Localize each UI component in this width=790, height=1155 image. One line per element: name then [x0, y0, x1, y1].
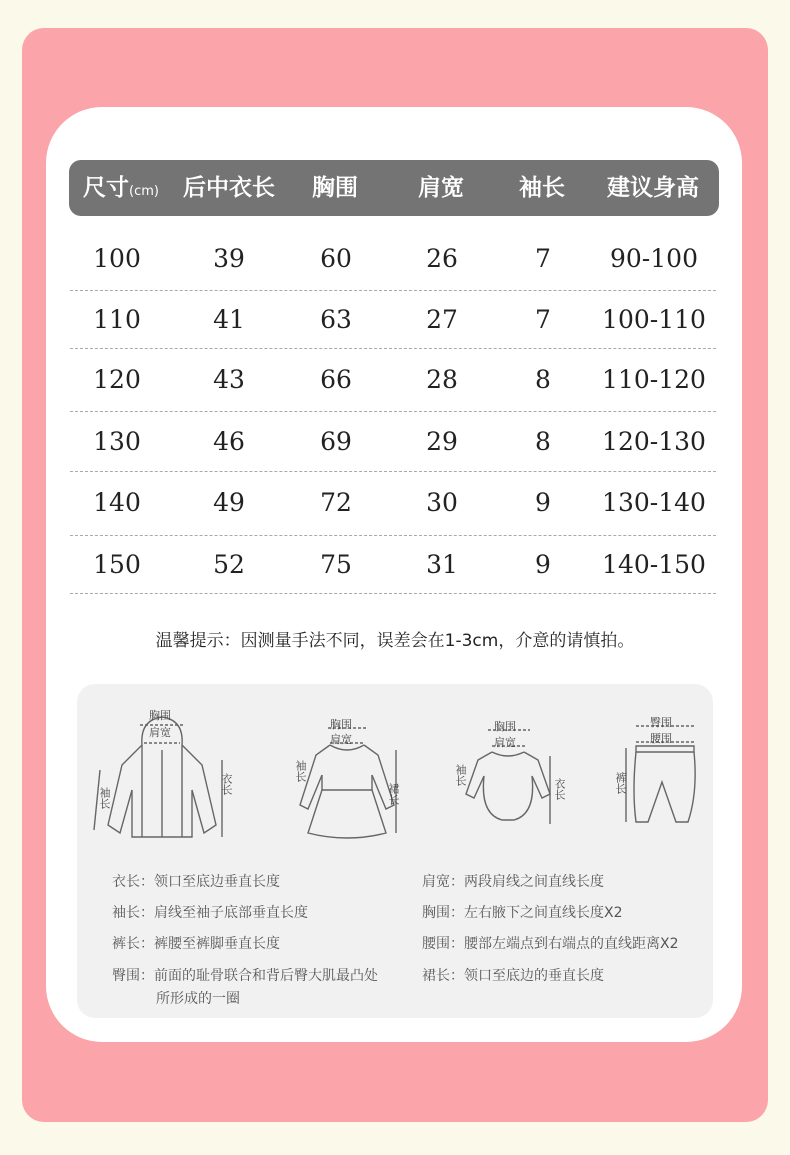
- cell-shoulder: 31: [426, 550, 458, 579]
- def-length: 衣长：领口至底边垂直长度: [112, 874, 280, 890]
- pants-length-label: 裤长: [614, 772, 627, 794]
- cell-chest: 63: [320, 305, 352, 334]
- dress-sleeve-label: 袖长: [294, 760, 307, 782]
- cell-shoulder: 26: [426, 244, 458, 273]
- cell-shoulder: 28: [426, 365, 458, 394]
- jacket-icon: [92, 705, 242, 850]
- cell-size: 120: [93, 365, 141, 394]
- cell-back-length: 43: [213, 365, 245, 394]
- cell-size: 100: [93, 244, 141, 273]
- cell-size: 130: [93, 427, 141, 456]
- pants-waist-label: 腰围: [650, 732, 672, 745]
- cell-back-length: 49: [213, 488, 245, 517]
- table-row: [70, 229, 716, 289]
- cell-shoulder: 30: [426, 488, 458, 517]
- cell-height: 120-130: [602, 427, 706, 456]
- cell-size: 150: [93, 550, 141, 579]
- header-shoulder: 肩宽: [418, 175, 464, 201]
- header-sleeve: 袖长: [519, 175, 565, 201]
- header-back-length: 后中衣长: [183, 175, 275, 201]
- dress-skirt-label: 裙长: [387, 783, 400, 805]
- cell-shoulder: 29: [426, 427, 458, 456]
- def-shoulder: 肩宽：两段肩线之间直线长度: [422, 874, 604, 890]
- cell-height: 110-120: [602, 365, 706, 394]
- row-divider: [70, 593, 716, 594]
- cell-chest: 75: [320, 550, 352, 579]
- table-header: [69, 160, 719, 216]
- header-chest: 胸围: [312, 175, 358, 201]
- cell-height: 100-110: [602, 305, 706, 334]
- def-hip-cont: 所形成的一圈: [156, 991, 240, 1007]
- cell-sleeve: 9: [535, 488, 551, 517]
- cell-sleeve: 8: [535, 365, 551, 394]
- cell-sleeve: 9: [535, 550, 551, 579]
- romper-shoulder-label: 肩宽: [494, 736, 516, 749]
- dress-icon: [290, 715, 405, 845]
- cell-chest: 66: [320, 365, 352, 394]
- def-pants-length: 裤长：裤腰至裤脚垂直长度: [112, 936, 280, 952]
- header-size: 尺寸(cm): [83, 175, 159, 201]
- jacket-length-label: 衣长: [220, 773, 233, 795]
- table-row: [70, 290, 716, 350]
- def-hip: 臀围：前面的耻骨联合和背后臀大肌最凸处: [112, 968, 378, 984]
- cell-shoulder: 27: [426, 305, 458, 334]
- cell-size: 110: [93, 305, 141, 334]
- cell-chest: 60: [320, 244, 352, 273]
- cell-height: 90-100: [610, 244, 698, 273]
- cell-back-length: 41: [213, 305, 245, 334]
- cell-back-length: 39: [213, 244, 245, 273]
- cell-sleeve: 8: [535, 427, 551, 456]
- cell-back-length: 46: [213, 427, 245, 456]
- pants-hip-label: 臀围: [650, 716, 672, 729]
- header-height: 建议身高: [607, 175, 699, 201]
- romper-sleeve-label: 袖长: [454, 764, 467, 786]
- romper-chest-label: 胸围: [494, 720, 516, 733]
- table-row: [70, 350, 716, 410]
- jacket-shoulder-label: 肩宽: [149, 726, 171, 739]
- romper-icon: [450, 716, 570, 831]
- row-divider: [70, 471, 716, 472]
- cell-height: 140-150: [602, 550, 706, 579]
- def-skirt: 裙长：领口至底边的垂直长度: [422, 968, 604, 984]
- measurement-tip: 温馨提示：因测量手法不同，误差会在1-3cm，介意的请慎拍。: [155, 631, 635, 651]
- cell-sleeve: 7: [535, 244, 551, 273]
- def-sleeve: 袖长：肩线至袖子底部垂直长度: [112, 905, 308, 921]
- romper-length-label: 衣长: [553, 778, 566, 800]
- def-chest: 胸围：左右腋下之间直线长度X2: [422, 905, 623, 921]
- cell-size: 140: [93, 488, 141, 517]
- cell-height: 130-140: [602, 488, 706, 517]
- pants-icon: [606, 712, 701, 832]
- cell-chest: 69: [320, 427, 352, 456]
- cell-sleeve: 7: [535, 305, 551, 334]
- table-row: [70, 473, 716, 533]
- jacket-chest-label: 胸围: [149, 709, 171, 722]
- jacket-sleeve-label: 袖长: [98, 787, 111, 809]
- cell-chest: 72: [320, 488, 352, 517]
- table-row: [70, 412, 716, 472]
- dress-chest-label: 胸围: [330, 718, 352, 731]
- table-row: [70, 535, 716, 595]
- dress-shoulder-label: 肩宽: [330, 733, 352, 746]
- row-divider: [70, 348, 716, 349]
- def-waist: 腰围：腰部左端点到右端点的直线距离X2: [422, 936, 679, 952]
- cell-back-length: 52: [213, 550, 245, 579]
